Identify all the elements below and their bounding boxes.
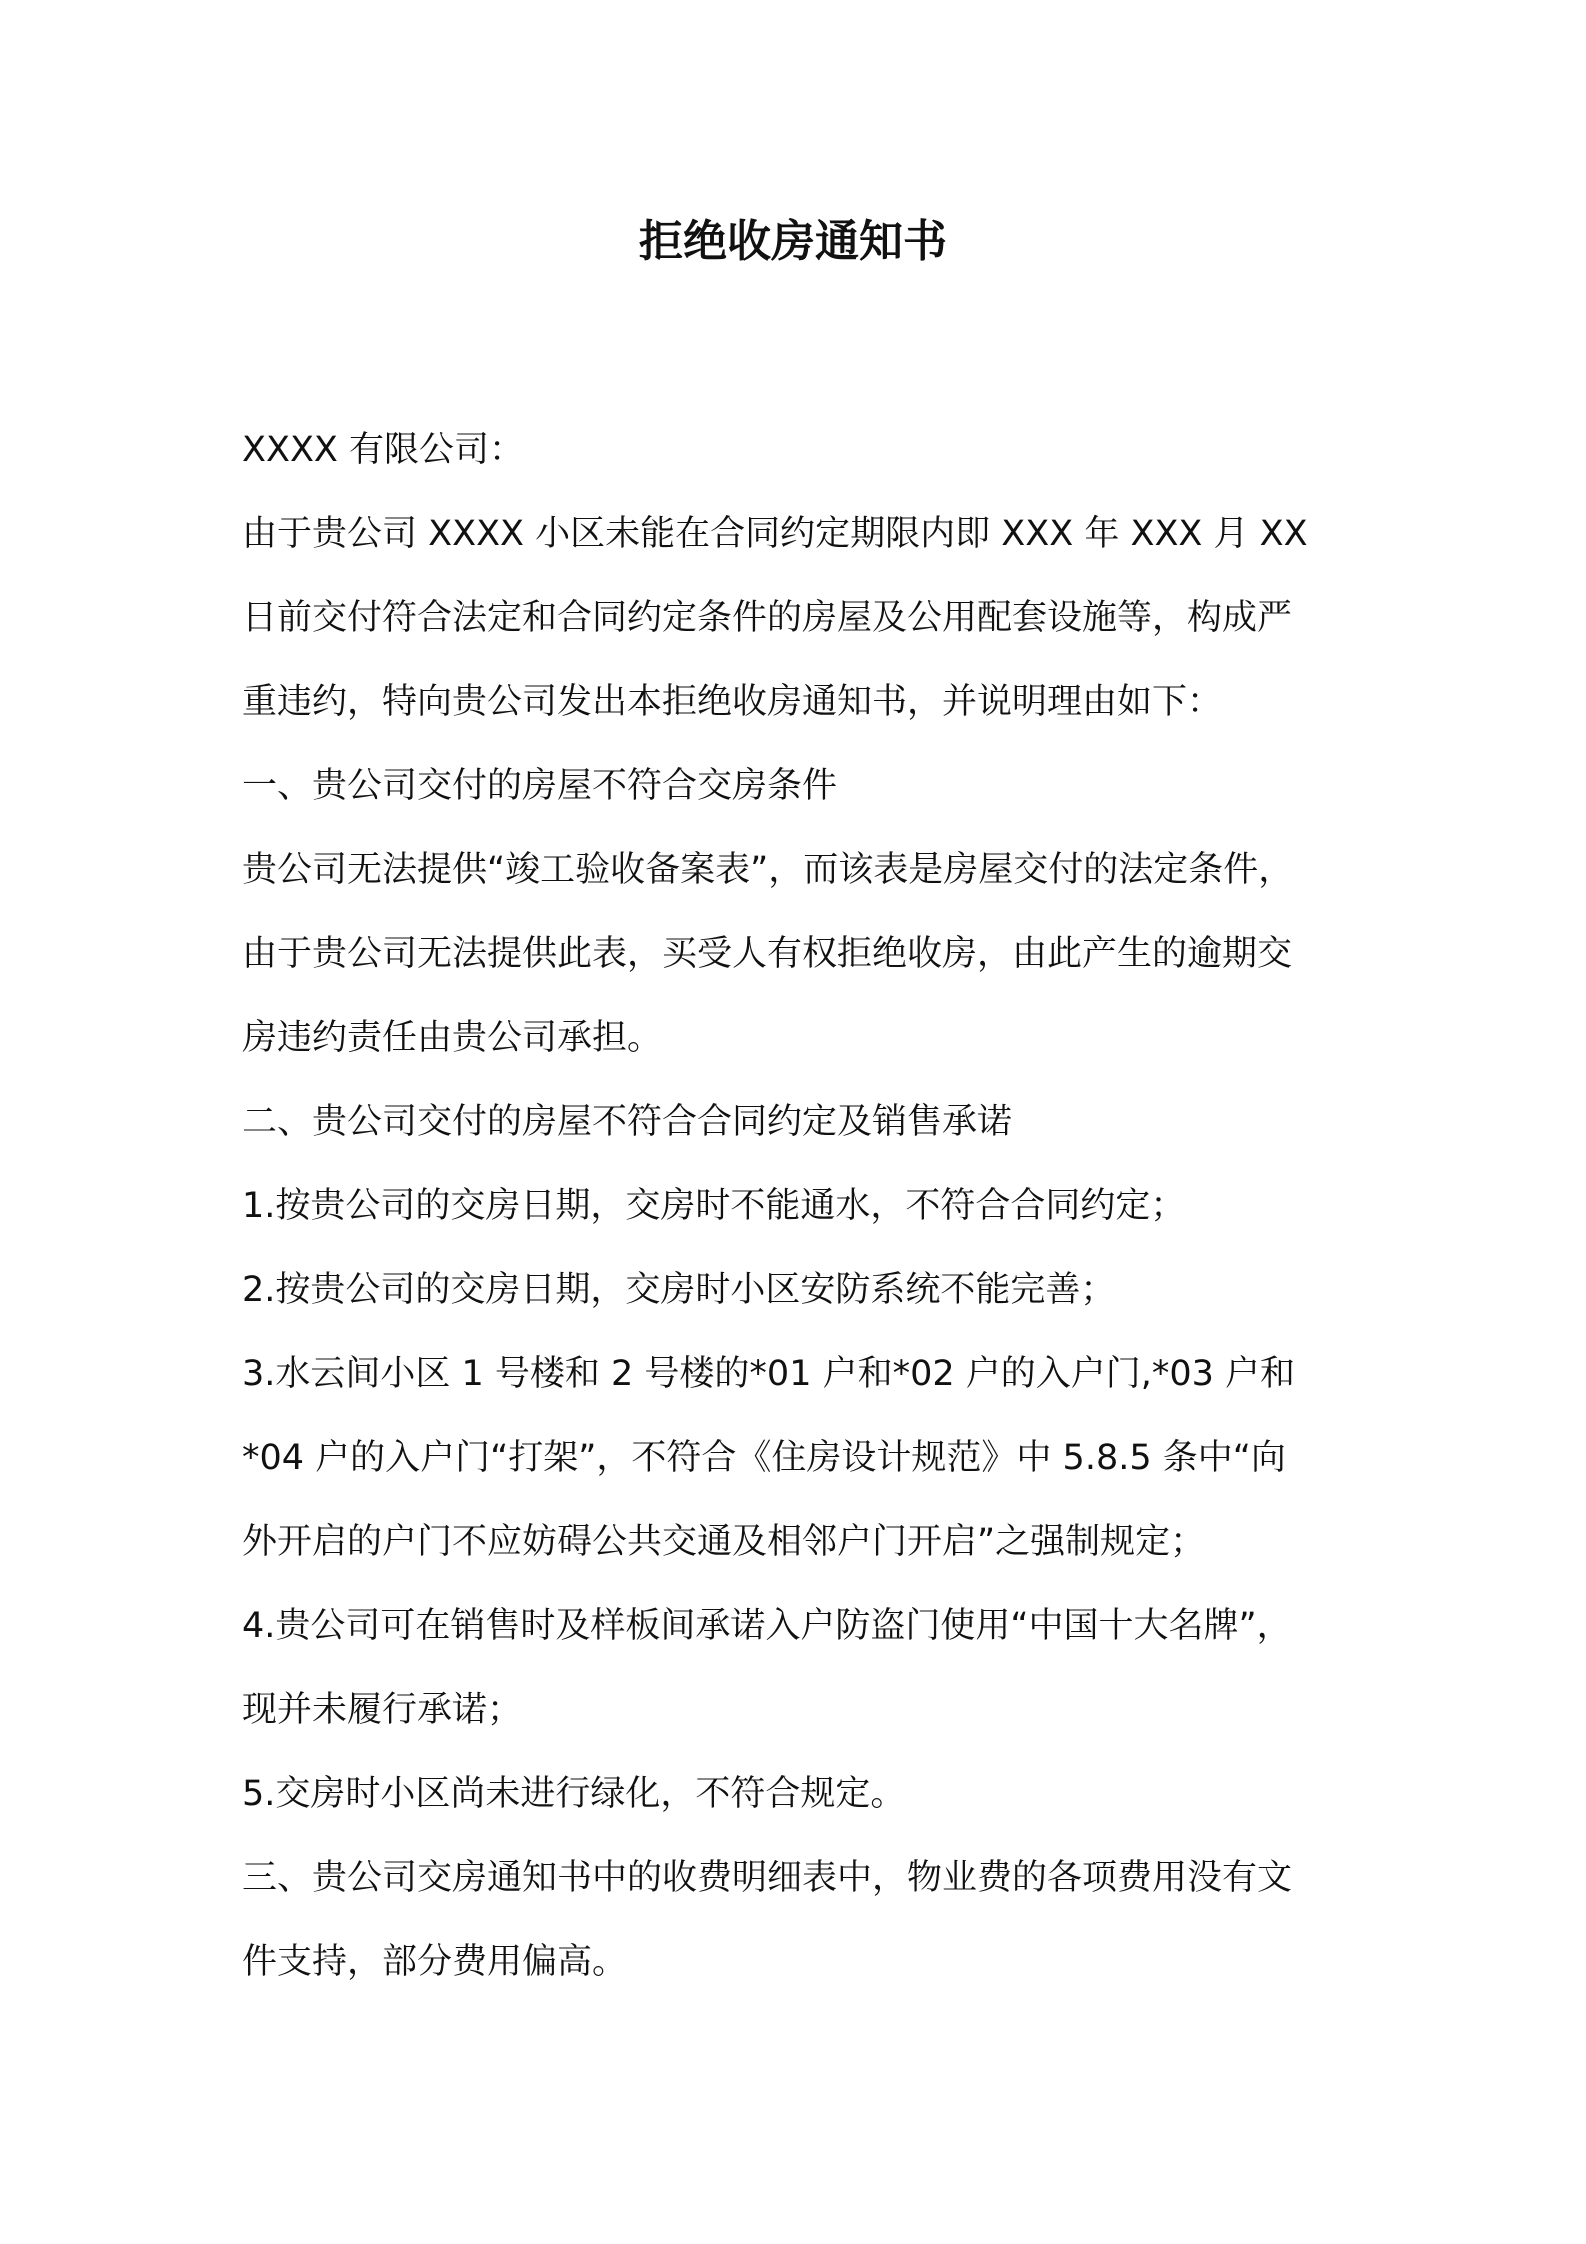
body-line: 日前交付符合法定和合同约定条件的房屋及公用配套设施等，构成严 [242, 598, 1293, 638]
body-line: 由于贵公司无法提供此表，买受人有权拒绝收房，由此产生的逾期交 [242, 934, 1293, 974]
section-heading-1: 一、贵公司交付的房屋不符合交房条件 [242, 766, 838, 806]
list-item-3: 3.水云间小区 1 号楼和 2 号楼的*01 户和*02 户的入户门,*03 户和 [242, 1354, 1296, 1394]
section-heading-2: 二、贵公司交付的房屋不符合合同约定及销售承诺 [242, 1102, 1013, 1142]
document-title: 拒绝收房通知书 [639, 216, 947, 267]
body-line: 由于贵公司 XXXX 小区未能在合同约定期限内即 XXX 年 XXX 月 XX [242, 514, 1308, 554]
body-line: 贵公司无法提供“竣工验收备案表”，而该表是房屋交付的法定条件， [242, 850, 1294, 890]
body-line: 房违约责任由贵公司承担。 [242, 1018, 663, 1058]
salutation: XXXX 有限公司： [242, 430, 525, 470]
body-line: 重违约，特向贵公司发出本拒绝收房通知书，并说明理由如下： [242, 682, 1223, 722]
list-item-5: 5.交房时小区尚未进行绿化，不符合规定。 [242, 1774, 906, 1814]
section-heading-3: 三、贵公司交房通知书中的收费明细表中，物业费的各项费用没有文 [242, 1858, 1293, 1898]
document-body [242, 408, 1352, 2004]
list-item-1: 1.按贵公司的交房日期，交房时不能通水，不符合合同约定； [242, 1186, 1186, 1226]
list-item-2: 2.按贵公司的交房日期，交房时小区安防系统不能完善； [242, 1270, 1116, 1310]
body-line: 外开启的户门不应妨碍公共交通及相邻户门开启”之强制规定； [242, 1522, 1206, 1562]
list-item-4: 4.贵公司可在销售时及样板间承诺入户防盗门使用“中国十大名牌”， [242, 1606, 1292, 1646]
body-line: 现并未履行承诺； [242, 1690, 523, 1730]
body-line: *04 户的入户门“打架”，不符合《住房设计规范》中 5.8.5 条中“向 [242, 1438, 1286, 1478]
body-line: 件支持，部分费用偏高。 [242, 1942, 628, 1982]
